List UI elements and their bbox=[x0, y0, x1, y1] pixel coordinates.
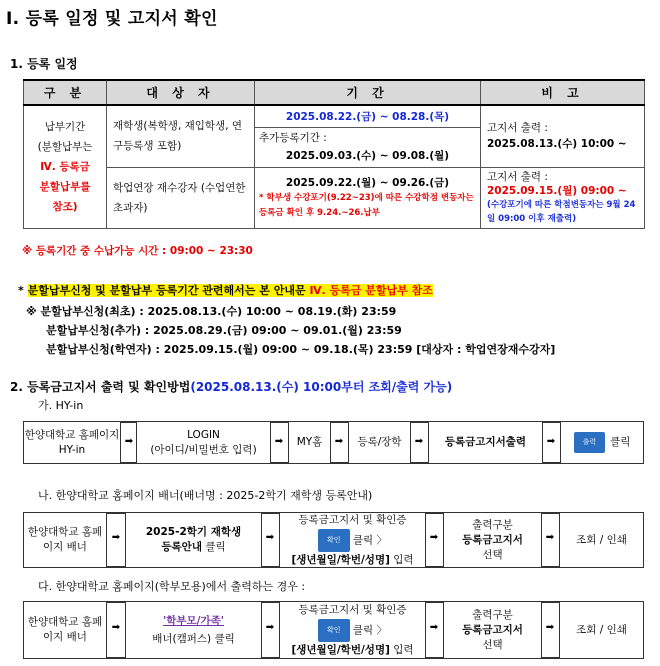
flow-a-registration: 등록/장학 bbox=[348, 421, 411, 464]
notice-text: 분할납부신청 및 분할납부 등록기간 관련해서는 본 안내문 bbox=[27, 284, 310, 297]
extended-period-note: * 학부생 수강포기(9.22~23)에 따른 수강학점 변동자는 등록금 확인 후 9.24.~26.납부 bbox=[259, 192, 474, 218]
installment-line: 분할납부신청(학연자) : 2025.09.15.(월) 09:00 ~ 09.18.(목) 23:59 [대상자 : 학업연장재수강자] bbox=[46, 343, 556, 356]
extended-period bbox=[255, 167, 481, 228]
section2-heading-blue: (2025.08.13.(수) 10:00부터 조회/출력 가능) bbox=[190, 380, 453, 394]
category-line: (분할납부는 bbox=[37, 140, 93, 153]
flow-a-myhome: MY홈 bbox=[288, 421, 331, 464]
flow-c-receipt: 등록금고지서 및 확인증 확인 클릭 〉 [생년월일/학번/성명] 입력 bbox=[279, 601, 426, 659]
note-label: 고지서 출력 : bbox=[487, 122, 548, 135]
flow-a-label: 가. HY-in bbox=[38, 399, 84, 412]
arrow-icon: ➡ bbox=[546, 436, 556, 447]
flow-a-print-menu: 등록금고지서출력 bbox=[428, 421, 543, 464]
arrow-icon: ➡ bbox=[414, 436, 424, 447]
installment-line: ※ 분할납부신청(최초) : 2025.08.13.(수) 10:00 ~ 08.19.(화) 23:59 bbox=[26, 305, 397, 318]
payable-time: ※ 등록기간 중 수납가능 시간 : 09:00 ~ 23:30 bbox=[22, 245, 253, 257]
arrow-icon: ➡ bbox=[545, 532, 555, 543]
flow-c-homepage: 한양대학교 홈페이지 배너 bbox=[23, 601, 107, 659]
flow-b-print[interactable]: 조회 / 인쇄 bbox=[559, 512, 644, 568]
flow-a-click: 출력 클릭 bbox=[560, 421, 644, 464]
installment-line: 분할납부신청(추가) : 2025.08.29.(금) 09:00 ~ 09.01.(월) 23:59 bbox=[46, 324, 402, 337]
flow-b-homepage: 한양대학교 홈페이지 배너 bbox=[23, 512, 107, 568]
note-value: 2025.09.15.(월) 09:00 ~ bbox=[487, 184, 627, 197]
category-red-line: 분할납부를 bbox=[39, 180, 91, 193]
section2-heading-text: 2. 등록금고지서 출력 및 확인방법 bbox=[10, 380, 191, 394]
print-button[interactable]: 출력 bbox=[574, 432, 606, 453]
note-label: 고지서 출력 : bbox=[487, 170, 548, 183]
note-value: 2025.08.13.(수) 10:00 ~ bbox=[487, 138, 627, 151]
view-button[interactable]: 확인 bbox=[318, 529, 350, 552]
flow-b-receipt: 등록금고지서 및 확인증 확인 클릭 〉 [생년월일/학번/성명] 입력 bbox=[279, 512, 426, 568]
additional-period-label: 추가등록기간 : bbox=[259, 132, 327, 144]
flow-b-label: 나. 한양대학교 홈페이지 배너(배너명 : 2025-2학기 재학생 등록안내) bbox=[38, 489, 373, 502]
notice-red: Ⅳ. 등록금 분할납부 참조 bbox=[309, 284, 433, 297]
category-red-line: Ⅳ. 등록금 bbox=[40, 160, 90, 173]
note-extended bbox=[481, 167, 645, 228]
regular-period: 2025.08.22.(금) ~ 08.28.(목) bbox=[255, 105, 481, 127]
arrow-icon: ➡ bbox=[429, 622, 439, 633]
arrow-icon: ➡ bbox=[111, 532, 121, 543]
flow-b-banner[interactable]: 2025-2학기 재학생 등록안내 클릭 bbox=[125, 512, 262, 568]
arrow-icon: ➡ bbox=[545, 622, 555, 633]
section2-heading bbox=[10, 378, 452, 395]
additional-period-value: 2025.09.03.(수) ~ 09.08.(월) bbox=[285, 150, 450, 162]
flow-b-output-type: 출력구분 등록금고지서 선택 bbox=[443, 512, 542, 568]
schedule-table bbox=[23, 79, 645, 229]
notice-prefix: * bbox=[18, 284, 28, 297]
flow-a-login: LOGIN (아이디/비밀번호 입력) bbox=[136, 421, 271, 464]
section1-heading: 1. 등록 일정 bbox=[10, 57, 78, 71]
arrow-icon: ➡ bbox=[124, 436, 134, 447]
flow-c-print[interactable]: 조회 / 인쇄 bbox=[559, 601, 644, 659]
additional-period bbox=[255, 127, 481, 167]
arrow-icon: ➡ bbox=[265, 622, 275, 633]
extended-period-value: 2025.09.22.(월) ~ 09.26.(금) bbox=[285, 176, 450, 189]
installment-notice bbox=[18, 282, 433, 298]
flow-c-banner[interactable]: '학부모/가족' 배너(캠퍼스) 클릭 bbox=[125, 601, 262, 659]
col-header-category: 구 분 bbox=[24, 80, 107, 105]
col-header-target: 대 상 자 bbox=[107, 80, 255, 105]
flow-a-homepage: 한양대학교 홈페이지 HY-in bbox=[23, 421, 121, 464]
category-cell bbox=[24, 105, 107, 228]
page-title: Ⅰ. 등록 일정 및 고지서 확인 bbox=[6, 9, 218, 29]
note-sub: (수강포기에 따른 학점변동자는 9월 24일 09:00 이후 재출력) bbox=[487, 199, 636, 224]
target-students: 재학생(복학생, 재입학생, 연구등록생 포함) bbox=[107, 105, 255, 167]
col-header-period: 기 간 bbox=[255, 80, 481, 105]
arrow-icon: ➡ bbox=[111, 622, 121, 633]
category-red-line: 참조) bbox=[52, 200, 78, 213]
arrow-icon: ➡ bbox=[429, 532, 439, 543]
category-line: 납부기간 bbox=[44, 120, 86, 133]
arrow-icon: ➡ bbox=[334, 436, 344, 447]
target-extended: 학업연장 재수강자 (수업연한 초과자) bbox=[107, 167, 255, 228]
arrow-icon: ➡ bbox=[274, 436, 284, 447]
note-print-date bbox=[481, 105, 645, 167]
col-header-note: 비 고 bbox=[481, 80, 645, 105]
view-button[interactable]: 확인 bbox=[318, 619, 350, 642]
flow-c-output-type: 출력구분 등록금고지서 선택 bbox=[443, 601, 542, 659]
flow-c-label: 다. 한양대학교 홈페이지(학부모용)에서 출력하는 경우 : bbox=[38, 580, 306, 593]
arrow-icon: ➡ bbox=[265, 532, 275, 543]
